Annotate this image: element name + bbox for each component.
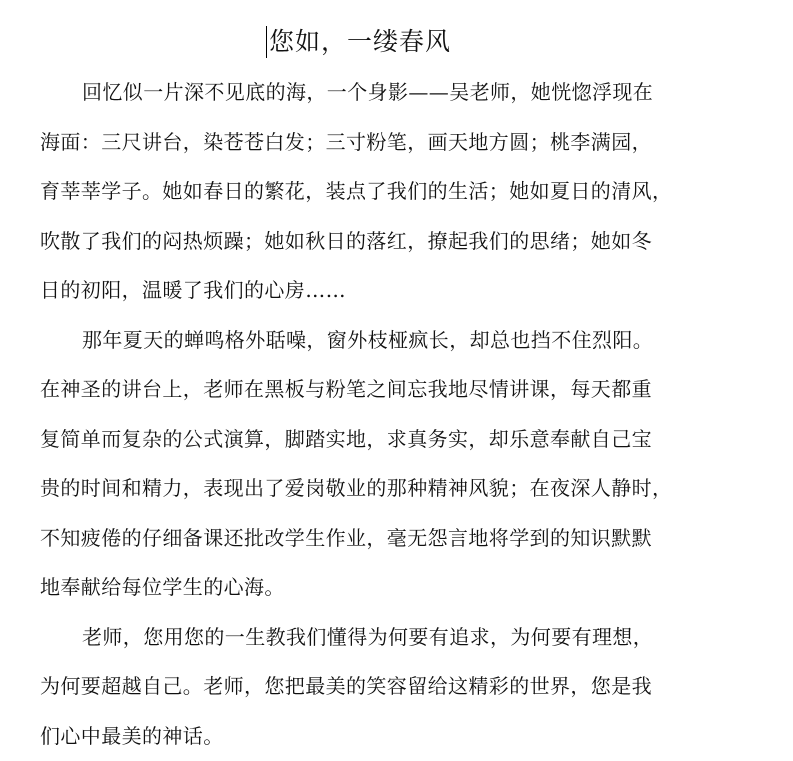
paragraph-2-line-6: 地奉献给每位学生的心海。: [40, 563, 704, 613]
paragraph-3-line-3: 们心中最美的神话。: [40, 712, 704, 761]
document-title[interactable]: 您如，一缕春风: [269, 22, 451, 62]
document-body[interactable]: [40, 68, 704, 761]
paragraph-1-line-3: 育莘莘学子。她如春日的繁花，装点了我们的生活；她如夏日的清风，: [40, 167, 704, 217]
text-cursor: [266, 26, 267, 58]
paragraph-2-line-1: 那年夏天的蝉鸣格外聒噪，窗外枝桠疯长，却总也挡不住烈阳。: [40, 316, 704, 366]
paragraph-3-line-2: 为何要超越自己。老师，您把最美的笑容留给这精彩的世界，您是我: [40, 662, 704, 712]
title-row: [266, 22, 451, 62]
paragraph-1-line-2: 海面：三尺讲台，染苍苍白发；三寸粉笔，画天地方圆；桃李满园，: [40, 118, 704, 168]
paragraph-2-line-2: 在神圣的讲台上，老师在黑板与粉笔之间忘我地尽情讲课，每天都重: [40, 365, 704, 415]
paragraph-1-line-4: 吹散了我们的闷热烦躁；她如秋日的落红，撩起我们的思绪；她如冬: [40, 217, 704, 267]
paragraph-2-line-3: 复简单而复杂的公式演算，脚踏实地，求真务实，却乐意奉献自己宝: [40, 415, 704, 465]
paragraph-2-line-4: 贵的时间和精力，表现出了爱岗敬业的那种精神风貌；在夜深人静时，: [40, 464, 704, 514]
paragraph-2-line-5: 不知疲倦的仔细备课还批改学生作业，毫无怨言地将学到的知识默默: [40, 514, 704, 564]
paragraph-3-line-1: 老师，您用您的一生教我们懂得为何要有追求，为何要有理想，: [40, 613, 704, 663]
paragraph-1-line-1: 回忆似一片深不见底的海，一个身影——吴老师，她恍惚浮现在: [40, 68, 704, 118]
paragraph-1-line-5: 日的初阳，温暖了我们的心房……: [40, 266, 704, 316]
